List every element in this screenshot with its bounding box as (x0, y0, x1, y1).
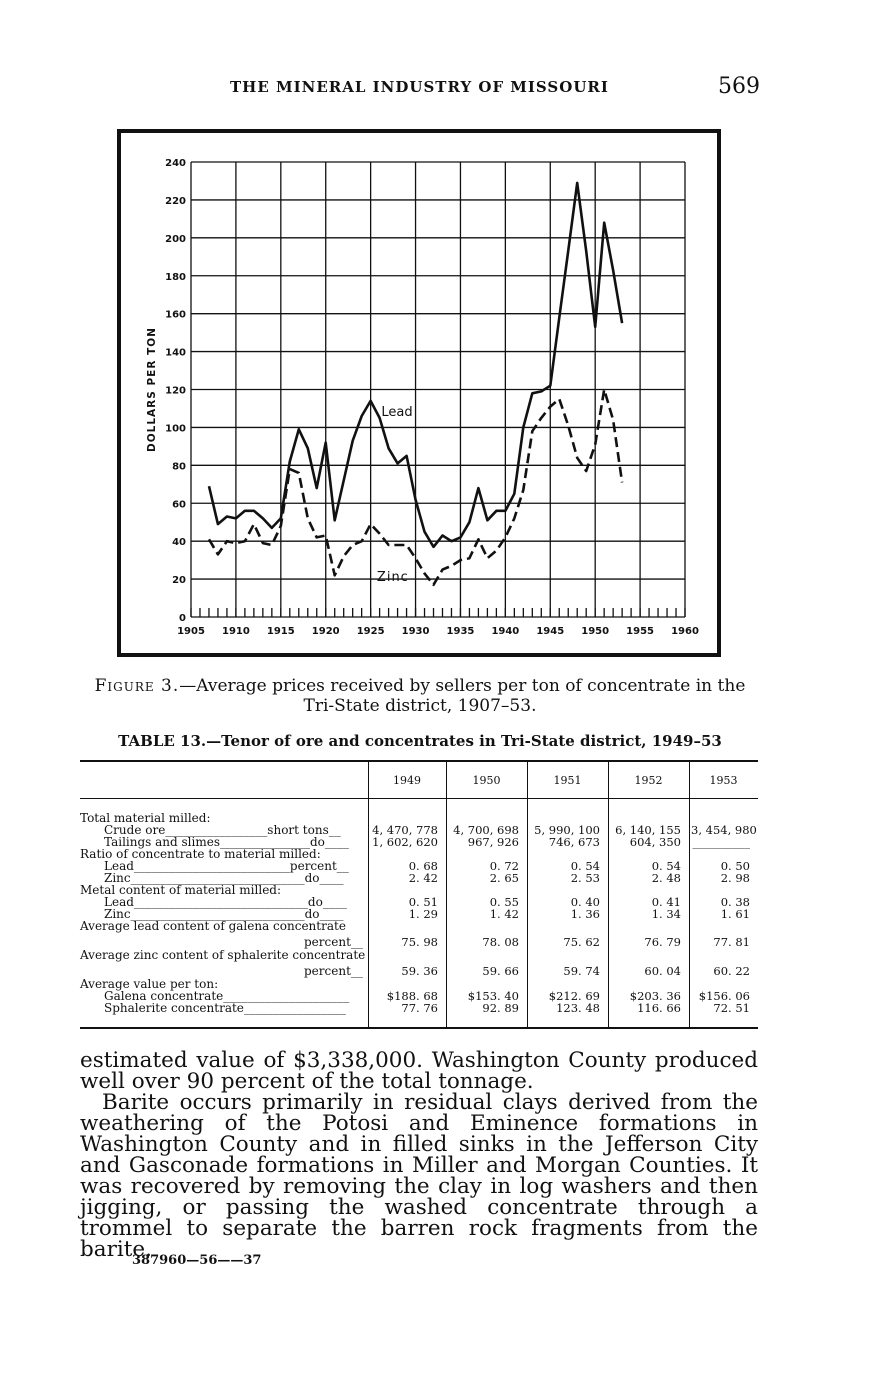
table-header-year: 1953 (709, 774, 738, 787)
table-cell: 78. 08 (482, 935, 519, 949)
paragraph: estimated value of $3,338,000. Washington County produced well over 90 percent of the total tonnage. (80, 1048, 758, 1094)
y-tick-label: 80 (172, 461, 186, 473)
page-number: 569 (718, 74, 760, 99)
x-tick-label: 1940 (491, 626, 520, 637)
table-row-label: percent__ (304, 935, 363, 949)
figure-caption (80, 676, 760, 716)
table-header-year: 1952 (634, 774, 663, 787)
table-row-label: Tailings and slimes_______________do____ (104, 835, 349, 849)
table-row-label: Sphalerite concentrate_________________ (104, 1001, 346, 1015)
table-cell: 92. 89 (482, 1001, 519, 1015)
table-cell: $153. 40 (467, 989, 519, 1003)
table-cell: 60. 04 (644, 964, 681, 978)
table-column-rule (689, 762, 690, 1027)
table-cell: 1. 36 (570, 907, 600, 921)
table-cell: 60. 22 (713, 964, 750, 978)
table-column-rule (527, 762, 528, 1027)
table-header-year: 1950 (472, 774, 501, 787)
running-title: THE MINERAL INDUSTRY OF MISSOURI (230, 78, 609, 96)
body-text (80, 1050, 758, 1260)
table-column-rule (446, 762, 447, 1027)
table-cell: 72. 51 (713, 1001, 750, 1015)
x-tick-label: 1960 (671, 626, 699, 637)
table-cell: 2. 65 (489, 871, 519, 885)
table-cell: 0. 40 (570, 895, 600, 909)
y-tick-label: 160 (165, 309, 186, 321)
table-bottom-rule (80, 1027, 758, 1029)
x-tick-label: 1915 (266, 626, 295, 637)
table-cell: 1. 42 (489, 907, 519, 921)
table-header-year: 1949 (393, 774, 421, 787)
table-cell: 5, 990, 100 (534, 823, 600, 837)
table-cell: $203. 36 (629, 989, 681, 1003)
y-tick-label: 240 (165, 158, 186, 169)
table-header-year: 1951 (553, 774, 582, 787)
table-cell: 116. 66 (637, 1001, 681, 1015)
table-row-label: Lead_____________________________do____ (104, 895, 347, 909)
table-cell: 0. 41 (651, 895, 681, 909)
table-cell: 59. 36 (401, 964, 438, 978)
x-tick-label: 1920 (311, 626, 340, 637)
table-cell: 2. 53 (570, 871, 600, 885)
table-cell: 1, 602, 620 (372, 835, 438, 849)
y-tick-label: 0 (179, 613, 186, 624)
x-tick-label: 1945 (536, 626, 565, 637)
y-tick-label: 200 (165, 233, 186, 245)
table-cell: 0. 68 (408, 859, 438, 873)
table-cell: __________ (692, 835, 750, 849)
y-tick-label: 120 (165, 385, 186, 397)
table-row-label: percent__ (304, 964, 363, 978)
x-tick-label: 1925 (356, 626, 385, 637)
table-cell: 75. 62 (563, 935, 600, 949)
table-row-label: Galena concentrate_____________________ (104, 989, 350, 1003)
table-row-label: Total material milled: (80, 811, 211, 825)
x-tick-label: 1930 (401, 626, 430, 637)
table-cell: 2. 48 (651, 871, 681, 885)
table-cell: 59. 74 (563, 964, 600, 978)
x-tick-label: 1935 (446, 626, 475, 637)
table-cell: 0. 51 (408, 895, 438, 909)
table-row-label: Crude ore_________________short tons__ (104, 823, 341, 837)
table-cell: 59. 66 (482, 964, 519, 978)
table-row-label: Average value per ton: (80, 977, 219, 991)
table-cell: 1. 29 (408, 907, 438, 921)
price-line-chart (121, 133, 717, 653)
table-cell: 604, 350 (629, 835, 681, 849)
table-cell: 77. 76 (401, 1001, 438, 1015)
table-cell: 0. 72 (489, 859, 519, 873)
table-cell: 76. 79 (644, 935, 681, 949)
table-column-rule (608, 762, 609, 1027)
x-tick-label: 1905 (177, 626, 205, 637)
table-cell: 3, 454, 980 (691, 823, 757, 837)
table-cell: 1. 61 (720, 907, 750, 921)
figure-caption-text: —Average prices received by sellers per ton of concentrate in the Tri-State district, 1907–53. (179, 676, 746, 716)
table-row-label: Average lead content of galena concentrate (80, 919, 346, 933)
table-row-label: Lead__________________________percent__ (104, 859, 349, 873)
table-cell: 0. 54 (651, 859, 681, 873)
table-cell: 4, 470, 778 (372, 823, 438, 837)
x-tick-label: 1955 (626, 626, 655, 637)
table-cell: 0. 50 (720, 859, 750, 873)
table-top-rule (80, 760, 758, 762)
table-cell: 4, 700, 698 (453, 823, 519, 837)
footer-code: 387960—56——37 (132, 1253, 262, 1268)
y-tick-label: 40 (172, 537, 186, 549)
y-tick-label: 100 (165, 423, 186, 435)
table-cell: $212. 69 (548, 989, 600, 1003)
tenor-table (80, 760, 758, 1030)
page-header (80, 74, 760, 104)
table-cell: $188. 68 (386, 989, 438, 1003)
table-row-label: Zinc_____________________________do____ (104, 907, 344, 921)
table-cell: 77. 81 (713, 935, 750, 949)
figure-frame (117, 129, 721, 657)
table-cell: $156. 06 (698, 989, 750, 1003)
table-cell: 75. 98 (401, 935, 438, 949)
y-tick-label: 20 (172, 575, 186, 587)
annotation-lead: Lead (381, 405, 413, 421)
paragraph: Barite occurs primarily in residual clays derived from the weathering of the Potosi and Eminence formations in Washington County and in filled sinks in the Jefferson City and Gasconade formations in Miller and Morgan Counties. It was recovered by removing the clay in log washers and then jigging, or passing the washed concentrate through a trommel to separate the barren rock fragments from the barite. (80, 1090, 758, 1262)
table-cell: 2. 42 (408, 871, 438, 885)
table-cell: 0. 54 (570, 859, 600, 873)
table-cell: 967, 926 (467, 835, 519, 849)
annotation-zinc: Zinc (376, 569, 409, 585)
table-cell: 2. 98 (720, 871, 750, 885)
y-axis-label: DOLLARS PER TON (146, 327, 158, 452)
table-cell: 123. 48 (556, 1001, 600, 1015)
y-tick-label: 140 (165, 347, 186, 359)
x-tick-label: 1910 (221, 626, 250, 637)
y-tick-label: 180 (165, 271, 186, 283)
table-column-rule (368, 762, 369, 1027)
table-cell: 1. 34 (651, 907, 681, 921)
y-tick-label: 60 (172, 499, 186, 511)
x-tick-label: 1950 (581, 626, 610, 637)
figure-label: Figure 3. (94, 676, 180, 696)
table-row-label: Average zinc content of sphalerite concentrate (80, 948, 366, 962)
table-cell: 6, 140, 155 (615, 823, 681, 837)
table-row-label: Ratio of concentrate to material milled: (80, 847, 321, 861)
table-header-rule (80, 798, 758, 799)
table-cell: 0. 38 (720, 895, 750, 909)
table-title: TABLE 13.—Tenor of ore and concentrates in Tri-State district, 1949–53 (118, 732, 722, 750)
y-tick-label: 220 (165, 195, 186, 207)
table-cell: 746, 673 (548, 835, 600, 849)
table-row-label: Metal content of material milled: (80, 883, 282, 897)
table-cell: 0. 55 (489, 895, 519, 909)
table-row-label: Zinc_____________________________do____ (104, 871, 344, 885)
